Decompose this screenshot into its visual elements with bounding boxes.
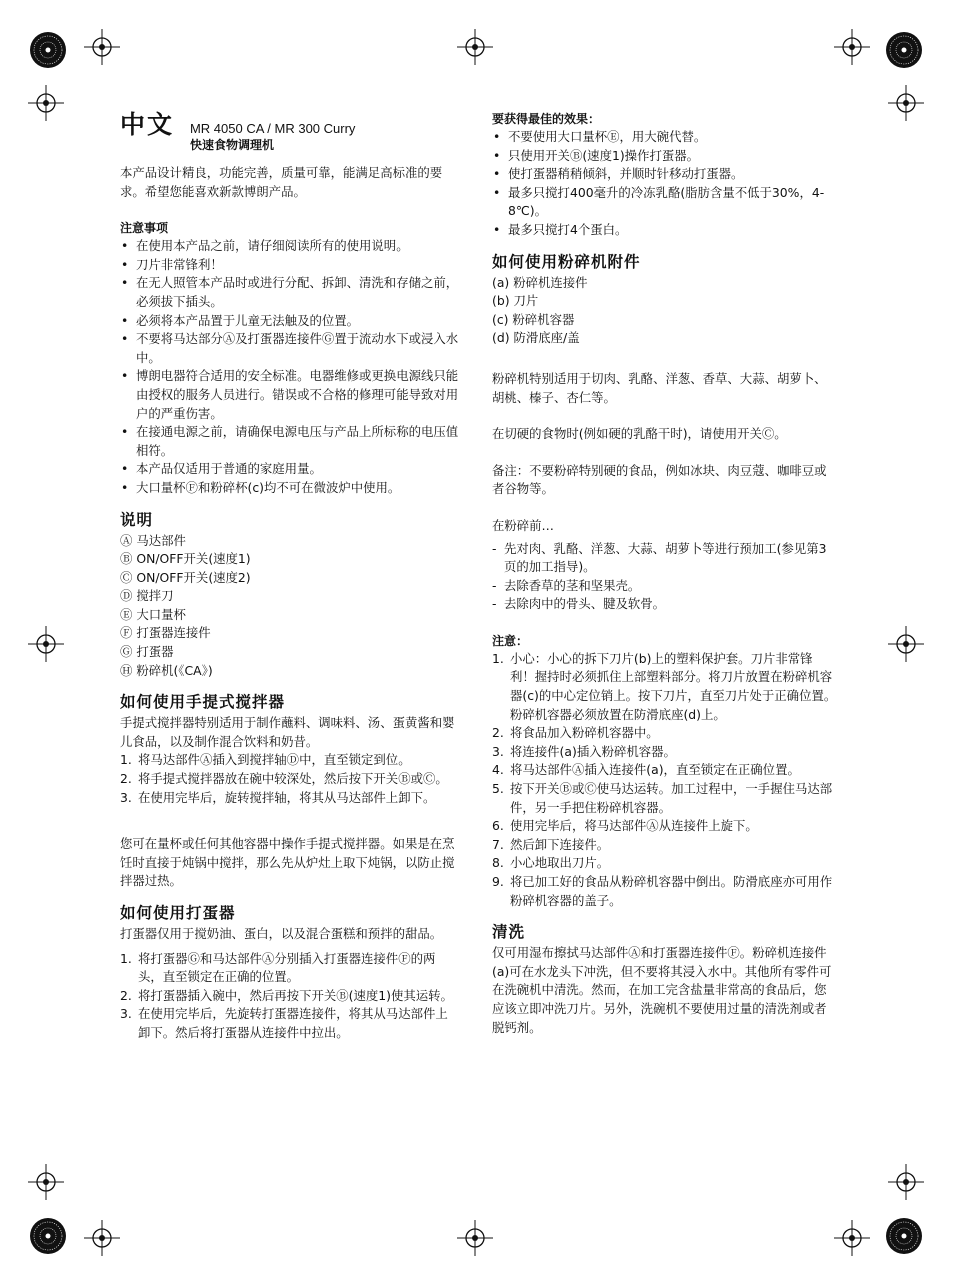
crosshair-icon [888,626,924,662]
star-target-icon [30,1218,66,1254]
chopper-prep-list [492,540,837,614]
list-item: (b) 刀片 [492,293,539,309]
list-item: 3. 在使用完毕后，先旋转打蛋器连接件，将其从马达部件上卸下。然后将打蛋器从连接件中拉出。 [120,1006,448,1040]
model-number: MR 4050 CA / MR 300 Curry [189,121,356,136]
whisk-intro: 打蛋器仅用于搅奶油、蛋白，以及混合蛋糕和预拌的甜品。 [120,926,443,941]
chopper-paragraph: 备注：不要粉碎特别硬的食品，例如冰块、肉豆蔻、咖啡豆或者谷物等。 [492,462,827,497]
hand-blender-intro: 手提式搅拌器特别适用于制作蘸料、调味料、汤、蛋黄酱和婴儿食品，以及制作混合饮料和奶昔。 [120,715,455,749]
list-item: 8. 小心地取出刀片。 [492,855,610,871]
list-item: • 不要使用大口量杯Ⓔ，用大碗代替。 [492,128,837,147]
cleaning-heading: 清洗 [492,923,526,942]
list-item: • 博朗电器符合适用的安全标准。电器维修或更换电源线只能由授权的服务人员进行。错误或不合格的修理可能导致对用户的严重伤害。 [120,367,460,423]
star-target-icon [886,32,922,68]
list-item: Ⓔ 大口量杯 [120,606,186,622]
list-item: 1. 小心：小心的拆下刀片(b)上的塑料保护套。刀片非常锋利！握持时必须抓住上部塑料部分。将刀片放置在粉碎机容器(c)的中心定位销上。按下刀片，直至刀片处于正确位置。粉碎机容器必须放置在防滑底座(d)上。 [492,650,837,722]
list-item: Ⓖ 打蛋器 [120,644,174,660]
list-item: • 在无人照管本产品时或进行分配、拆卸、清洗和存储之前，必须拔下插头。 [120,274,460,311]
hand-blender-note: 您可在量杯或任何其他容器中操作手提式搅拌器。如果是在烹饪时直接于炖锅中搅拌，那么先从炉灶上取下炖锅，以防止搅拌器过热。 [120,836,455,889]
crosshair-icon [28,626,64,662]
list-item: - 先对肉、乳酪、洋葱、大蒜、胡萝卜等进行预加工(参见第3页的加工指导)。 [492,540,827,575]
list-item: 5. 按下开关Ⓑ或Ⓒ使马达运转。加工过程中，一手握住马达部件，另一手把住粉碎机容器。 [492,781,833,815]
list-item: • 刀片非常锋利！ [120,256,460,275]
left-column [120,110,460,1043]
list-item: • 大口量杯Ⓕ和粉碎杯(c)均不可在微波炉中使用。 [120,479,460,498]
list-item: • 本产品仅适用于普通的家庭用量。 [120,460,460,479]
list-item: • 不要将马达部分Ⓐ及打蛋器连接件Ⓖ置于流动水下或浸入水中。 [120,330,460,367]
star-target-icon [886,1218,922,1254]
list-item: 2. 将打蛋器插入碗中，然后再按下开关Ⓑ(速度1)使其运转。 [120,987,453,1003]
crosshair-icon [834,1220,870,1256]
whisk-steps [120,950,460,1043]
list-item: Ⓒ ON/OFF开关(速度2) [120,569,251,585]
chopper-before-label: 在粉碎前… [492,517,554,533]
list-item: 7. 然后卸下连接件。 [492,836,610,852]
hand-blender-steps [120,751,460,807]
notice-list [120,237,460,497]
star-target-icon [30,32,66,68]
list-item: • 在接通电源之前，请确保电源电压与产品上所标称的电压值相符。 [120,423,460,460]
right-column [492,110,837,1037]
list-item: Ⓑ ON/OFF开关(速度1) [120,551,251,567]
best-results-heading: 要获得最佳的效果： [492,112,601,126]
list-item: Ⓕ 打蛋器连接件 [120,625,211,641]
cleaning-paragraph: 仅可用湿布擦拭马达部件Ⓐ和打蛋器连接件Ⓕ。粉碎机连接件(a)可在水龙头下冲洗，但不要将其浸入水中。其他所有零件可在洗碗机中清洗。然而，在加工完含盐量非常高的食品后，您应该立即冲洗刀片。另外，洗碗机不要使用过量的清洗剂或者脱钙剂。 [492,945,832,1035]
list-item: - 去除肉中的骨头、腱及软骨。 [492,596,666,612]
list-item: • 必须将本产品置于儿童无法触及的位置。 [120,312,460,331]
chopper-paragraph: 粉碎机特别适用于切肉、乳酪、洋葱、香草、大蒜、胡萝卜、胡桃、榛子、杏仁等。 [492,370,827,405]
list-item: 3. 在使用完毕后，旋转搅拌轴，将其从马达部件上卸下。 [120,789,436,805]
description-heading: 说明 [120,510,154,529]
intro-paragraph: 本产品设计精良，功能完善，质量可靠，能满足高标准的要求。希望您能喜欢新款博朗产品。 [120,165,443,199]
product-name: 快速食物调理机 [189,138,274,152]
crosshair-icon [834,29,870,65]
notice-heading: 注意事项 [120,221,169,236]
list-item: 6. 使用完毕后，将马达部件Ⓐ从连接件上旋下。 [492,818,758,834]
chopper-heading: 如何使用粉碎机附件 [492,252,641,271]
list-item: Ⓐ 马达部件 [120,532,186,548]
caution-heading: 注意： [492,633,529,648]
list-item: Ⓓ 搅拌刀 [120,588,174,604]
parts-list [120,532,460,681]
crosshair-icon [457,1220,493,1256]
list-item: Ⓗ 粉碎机(《CA》) [120,662,213,678]
crosshair-icon [888,85,924,121]
list-item: (c) 粉碎机容器 [492,311,575,327]
chopper-parts-list [492,274,837,348]
page-header [120,110,460,154]
language-heading: 中文 [120,110,175,139]
list-item: (a) 粉碎机连接件 [492,274,588,290]
list-item: 9. 将已加工好的食品从粉碎机容器中倒出。防滑底座亦可用作粉碎机容器的盖子。 [492,874,833,908]
whisk-heading: 如何使用打蛋器 [120,904,236,922]
list-item: 4. 将马达部件Ⓐ插入连接件(a)，直至锁定在正确位置。 [492,762,800,778]
list-item: (d) 防滑底座/盖 [492,330,580,346]
best-results-list [492,128,837,240]
crosshair-icon [28,85,64,121]
list-item: • 在使用本产品之前，请仔细阅读所有的使用说明。 [120,237,460,256]
list-item: 2. 将手提式搅拌器放在碗中较深处，然后按下开关Ⓑ或Ⓒ。 [120,771,448,787]
chopper-paragraph: 在切硬的食物时(例如硬的乳酪干时)，请使用开关Ⓒ。 [492,426,787,442]
chopper-steps [492,650,837,910]
list-item: 1. 将打蛋器Ⓖ和马达部件Ⓐ分别插入打蛋器连接件Ⓕ的两头，直至锁定在正确的位置。 [120,950,436,985]
list-item: • 只使用开关Ⓑ(速度1)操作打蛋器。 [492,147,837,166]
crosshair-icon [84,29,120,65]
crosshair-icon [28,1164,64,1200]
hand-blender-heading: 如何使用手提式搅拌器 [120,693,286,712]
list-item: • 使打蛋器稍稍倾斜，并顺时针移动打蛋器。 [492,165,837,184]
list-item: 3. 将连接件(a)插入粉碎机容器。 [492,743,676,759]
list-item: • 最多只搅打4个蛋白。 [492,221,837,240]
list-item: 2. 将食品加入粉碎机容器中。 [492,725,659,741]
crosshair-icon [888,1164,924,1200]
list-item: - 去除香草的茎和坚果壳。 [492,577,641,593]
crosshair-icon [457,29,493,65]
list-item: 1. 将马达部件Ⓐ插入到搅拌轴Ⓓ中，直至锁定到位。 [120,752,411,768]
crosshair-icon [84,1220,120,1256]
list-item: • 最多只搅打400毫升的冷冻乳酪(脂肪含量不低于30%，4-8℃)。 [492,184,837,221]
